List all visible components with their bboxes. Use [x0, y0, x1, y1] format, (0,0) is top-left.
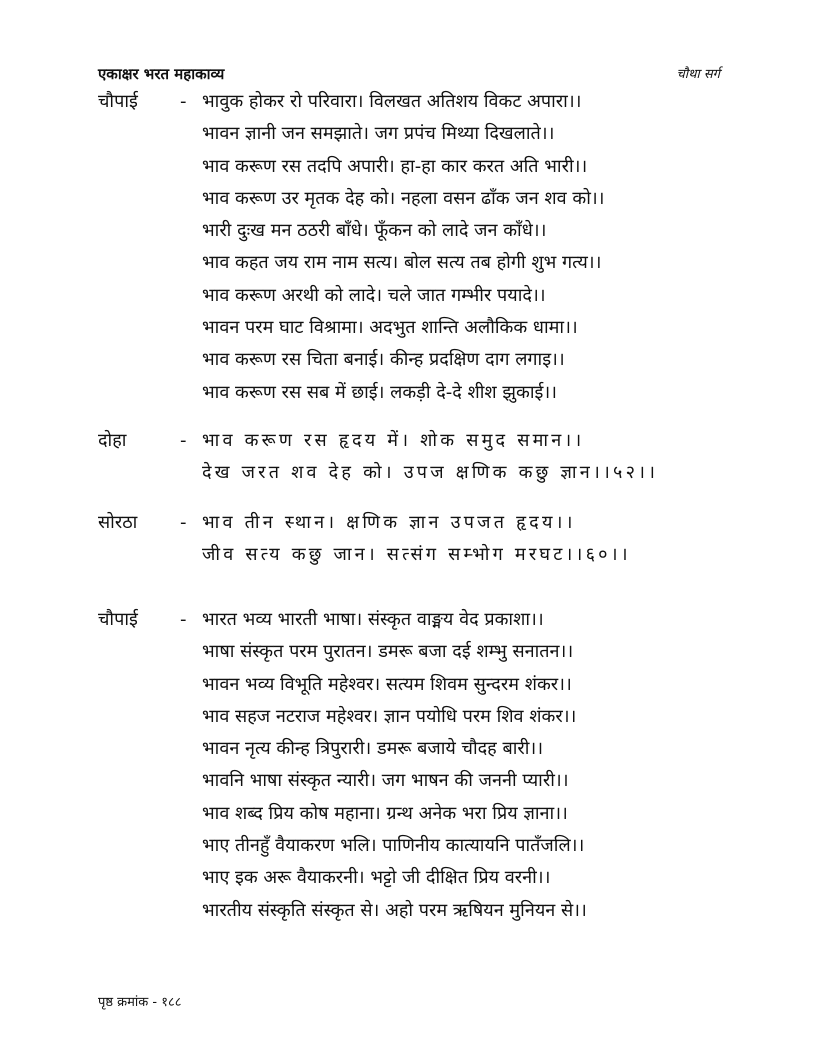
verse-line [98, 865, 728, 897]
verse-type-label: चौपाई [98, 609, 138, 630]
verse-line [98, 736, 728, 768]
label-dash: - [180, 512, 187, 533]
verse-line [98, 607, 728, 639]
label-dash: - [180, 91, 187, 112]
verse-line [98, 218, 728, 250]
verse-text: भाव शब्द प्रिय कोष महाना। ग्रन्थ अनेक भरा प्रिय ज्ञाना।। [202, 802, 568, 824]
verse-section-sortha [98, 510, 728, 575]
verse-text: भाव तीन स्थान। क्षणिक ज्ञान उपजत हृदय।। [202, 512, 576, 533]
verse-text: भावन नृत्य कीन्ह त्रिपुरारी। डमरू बजाये चौदह बारी।। [202, 738, 544, 760]
verse-line [98, 347, 728, 379]
verse-line [98, 428, 728, 460]
label-dash: - [180, 430, 187, 451]
verse-type-label: दोहा [98, 430, 127, 451]
verse-text: भाए तीनहुँ वैयाकरण भलि। पाणिनीय कात्यायनि पातँजलि।। [202, 835, 585, 857]
page-number: पृष्ठ क्रमांक - १८८ [98, 995, 182, 1010]
verse-text: देख जरत शव देह को। उपज क्षणिक कछु ज्ञान।।५२।। [202, 462, 659, 484]
verse-text: भाव कहत जय राम नाम सत्य। बोल सत्य तब होगी शुभ गत्य।। [202, 252, 602, 274]
verse-line [98, 89, 728, 121]
verse-text: भाव करूण रस चिता बनाई। कीन्ह प्रदक्षिण दाग लगाइ।। [202, 349, 565, 371]
verse-text: भाव सहज नटराज महेश्वर। ज्ञान पयोधि परम शिव शंकर।। [202, 705, 577, 727]
verse-line [98, 186, 728, 218]
verse-line [98, 639, 728, 671]
verse-section-chaupai-2 [98, 607, 728, 930]
verse-line [98, 510, 728, 542]
verse-text: भाषा संस्कृत परम पुरातन। डमरू बजा दई शम्भु सनातन।। [202, 641, 574, 663]
verse-line [98, 154, 728, 186]
verse-text: भावन भव्य विभूति महेश्वर। सत्यम शिवम सुन्दरम शंकर।। [202, 673, 572, 695]
verse-section-doha [98, 428, 728, 493]
verse-section-chaupai-1 [98, 89, 728, 412]
chapter-title: चौथा सर्ग [676, 67, 720, 82]
verse-text: भाव करूण रस तदपि अपारी। हा-हा कार करत अति भारी।। [202, 155, 588, 177]
verse-line [98, 380, 728, 412]
verse-line [98, 283, 728, 315]
verse-line [98, 833, 728, 865]
verse-type-label: चौपाई [98, 91, 138, 112]
verse-text: भावन ज्ञानी जन समझाते। जग प्रपंच मिथ्या दिखलाते।। [202, 123, 555, 145]
verse-text: भाव करूण रस सब में छाई। लकड़ी दे-दे शीश झुकाई।। [202, 381, 557, 403]
verse-line [98, 460, 728, 492]
verse-text: भारी दुःख मन ठठरी बाँधे। फूँकन को लादे जन काँधे।। [202, 220, 547, 242]
verse-line [98, 898, 728, 930]
book-title: एकाक्षर भरत महाकाव्य [98, 65, 225, 83]
verse-line [98, 704, 728, 736]
verse-line [98, 801, 728, 833]
verse-line [98, 121, 728, 153]
verse-line [98, 768, 728, 800]
verse-line [98, 542, 728, 574]
verse-text: भाए इक अरू वैयाकरनी। भट्टो जी दीक्षित प्रिय वरनी।। [202, 867, 551, 889]
verse-text: भारत भव्य भारती भाषा। संस्कृत वाङ्मय वेद प्रकाशा।। [202, 609, 544, 630]
verse-text: जीव सत्य कछु जान। सत्संग सम्भोग मरघट।।६०।। [202, 544, 631, 566]
verse-text: भारतीय संस्कृति संस्कृत से। अहो परम ऋषियन मुनियन से।। [202, 899, 587, 921]
verse-text: भाव करूण अरथी को लादे। चले जात गम्भीर पयादे।। [202, 284, 546, 306]
verse-line [98, 250, 728, 282]
verse-text: भावनि भाषा संस्कृत न्यारी। जग भाषन की जननी प्यारी।। [202, 770, 569, 792]
verse-line [98, 672, 728, 704]
verse-text: भावन परम घाट विश्रामा। अदभुत शान्ति अलौकिक धामा।। [202, 317, 578, 339]
verse-line [98, 315, 728, 347]
label-dash: - [180, 609, 187, 630]
verse-text: भाव करूण रस हृदय में। शोक समुद समान।। [202, 430, 585, 451]
verse-type-label: सोरठा [98, 512, 138, 533]
verse-text: भावुक होकर रो परिवारा। विलखत अतिशय विकट अपारा।। [202, 91, 582, 112]
verse-text: भाव करूण उर मृतक देह को। नहला वसन ढाँक जन शव को।। [202, 187, 605, 209]
